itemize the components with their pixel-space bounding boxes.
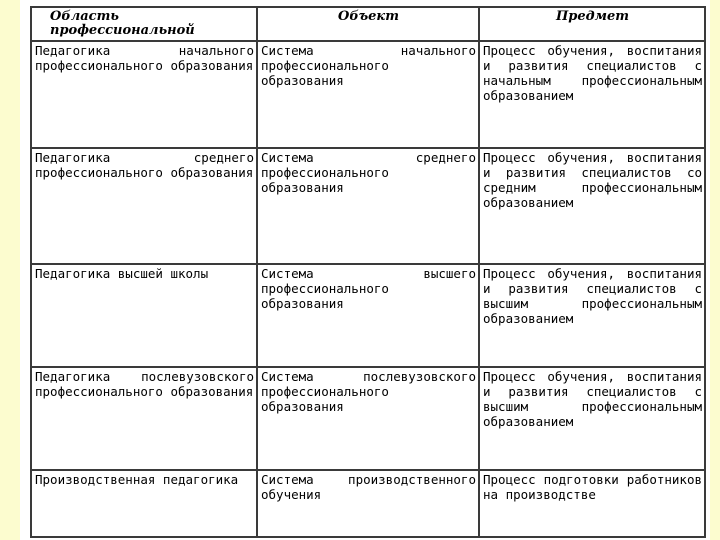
pedagogy-table <box>30 6 706 538</box>
cell-subject-text: Процесс обучения, воспитания и развития специалистов с высшим профессиональным образованием <box>483 369 702 429</box>
cell-subject-text: Процесс обучения, воспитания и развития специалистов с высшим профессиональным образованием <box>483 266 702 326</box>
cell-object-text: Система среднего профессионального образования <box>261 150 476 195</box>
cell-area-text: Педагогика среднего профессионального образования <box>35 150 254 180</box>
cell-area <box>31 367 257 470</box>
table-row <box>31 264 705 367</box>
cell-subject <box>479 470 705 537</box>
cell-object <box>257 470 479 537</box>
cell-subject <box>479 148 705 264</box>
cell-area-text: Педагогика высшей школы <box>35 266 209 281</box>
cell-area <box>31 470 257 537</box>
cell-subject <box>479 264 705 367</box>
left-decor-stripe <box>0 0 20 540</box>
cell-subject-text: Процесс подготовки работников на производстве <box>483 472 702 502</box>
cell-subject <box>479 41 705 148</box>
cell-object <box>257 264 479 367</box>
header-subject: Предмет <box>479 7 705 41</box>
header-object: Объект <box>257 7 479 41</box>
cell-area <box>31 148 257 264</box>
header-row <box>31 7 705 41</box>
cell-object-text: Система послевузовского профессионального образования <box>261 369 476 414</box>
cell-object-text: Система высшего профессионального образования <box>261 266 476 311</box>
cell-object <box>257 41 479 148</box>
right-decor-stripe <box>710 0 720 540</box>
cell-subject <box>479 367 705 470</box>
cell-object-text: Система начального профессионального образования <box>261 43 476 88</box>
cell-object-text: Система производственного обучения <box>261 472 476 502</box>
cell-area-text: Производственная педагогика <box>35 472 239 487</box>
cell-area-text: Педагогика начального профессионального образования <box>35 43 254 73</box>
cell-subject-text: Процесс обучения, воспитания и развития специалистов со средним профессиональным образованием <box>483 150 702 210</box>
cell-area <box>31 264 257 367</box>
table-row <box>31 470 705 537</box>
cell-area <box>31 41 257 148</box>
table-row <box>31 41 705 148</box>
table-row <box>31 367 705 470</box>
cell-subject-text: Процесс обучения, воспитания и развития специалистов с начальным профессиональным образованием <box>483 43 702 103</box>
cell-object <box>257 367 479 470</box>
table-row <box>31 148 705 264</box>
cell-object <box>257 148 479 264</box>
cell-area-text: Педагогика послевузовского профессионального образования <box>35 369 254 399</box>
header-area: Область профессиональной <box>31 7 257 41</box>
